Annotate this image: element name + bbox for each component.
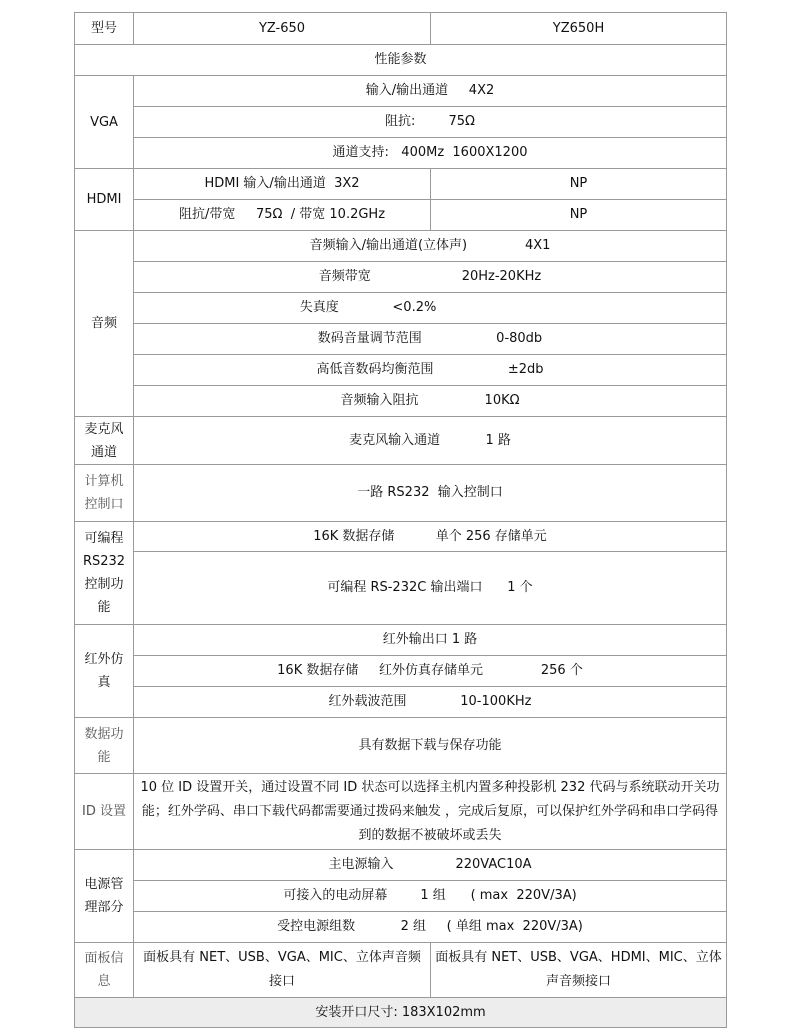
audio-eq-range: 高低音数码均衡范围 ±2db (134, 355, 727, 386)
power-row (75, 850, 727, 881)
data-func-row (75, 718, 727, 774)
ir-storage: 16K 数据存储 红外仿真存储单元 256 个 (134, 656, 727, 687)
rs232-row (75, 552, 727, 625)
power-label: 电源管 理部分 (75, 850, 134, 943)
power-screen: 可接入的电动屏幕 1 组 ( max 220V/3A) (134, 881, 727, 912)
power-row (75, 881, 727, 912)
model-b: YZ650H (431, 13, 727, 45)
computer-label: 计算机 控制口 (75, 465, 134, 522)
ir-output: 红外输出口 1 路 (134, 625, 727, 656)
power-main-input: 主电源输入 220VAC10A (134, 850, 727, 881)
mic-channels: 麦克风输入通道 1 路 (134, 417, 727, 465)
vga-support: 通道支持: 400Mz 1600X1200 (134, 138, 727, 169)
hdmi-channels-b: NP (431, 169, 727, 200)
audio-label: 音频 (75, 231, 134, 417)
rs232-label: 可编程 RS232 控制功 能 (75, 522, 134, 625)
rs232-row (75, 522, 727, 552)
vga-label: VGA (75, 76, 134, 169)
rs232-output-port: 可编程 RS-232C 输出端口 1 个 (134, 552, 727, 625)
install-row (75, 998, 727, 1028)
audio-row (75, 355, 727, 386)
id-setting-row (75, 774, 727, 850)
model-a: YZ-650 (134, 13, 431, 45)
data-func-description: 具有数据下载与保存功能 (134, 718, 727, 774)
hdmi-label: HDMI (75, 169, 134, 231)
vga-row (75, 138, 727, 169)
hdmi-row (75, 169, 727, 200)
panel-model-b: 面板具有 NET、USB、VGA、HDMI、MIC、立体声音频接口 (431, 943, 727, 998)
ir-row (75, 656, 727, 687)
mic-label: 麦克风 通道 (75, 417, 134, 465)
hdmi-channels: HDMI 输入/输出通道 3X2 (134, 169, 431, 200)
audio-row (75, 262, 727, 293)
vga-channels: 输入/输出通道 4X2 (134, 76, 727, 107)
ir-row (75, 625, 727, 656)
panel-row (75, 943, 727, 998)
hdmi-row (75, 200, 727, 231)
panel-model-a: 面板具有 NET、USB、VGA、MIC、立体声音频接口 (134, 943, 431, 998)
audio-channels: 音频输入/输出通道(立体声) 4X1 (134, 231, 727, 262)
vga-row (75, 107, 727, 138)
audio-row (75, 293, 727, 324)
audio-row (75, 386, 727, 417)
id-setting-description: 10 位 ID 设置开关，通过设置不同 ID 状态可以选择主机内置多种投影机 232 代码与系统联动开关功能；红外学码、串口下载代码都需要通过拨码来触发 ，完成后复原，可以保护红外学码和串口学码得到的数据不被破坏或丢失 (134, 774, 727, 850)
ir-label: 红外仿 真 (75, 625, 134, 718)
section-title: 性能参数 (75, 45, 727, 76)
hdmi-bandwidth-b: NP (431, 200, 727, 231)
data-func-label: 数据功 能 (75, 718, 134, 774)
ir-row (75, 687, 727, 718)
computer-row (75, 465, 727, 522)
audio-bandwidth: 音频带宽 20Hz-20KHz (134, 262, 727, 293)
audio-row (75, 231, 727, 262)
rs232-storage: 16K 数据存储 单个 256 存储单元 (134, 522, 727, 552)
audio-volume-range: 数码音量调节范围 0-80db (134, 324, 727, 355)
spec-table (74, 12, 727, 1028)
id-setting-label: ID 设置 (75, 774, 134, 850)
audio-distortion: 失真度 <0.2% (134, 293, 727, 324)
panel-label: 面板信 息 (75, 943, 134, 998)
audio-row (75, 324, 727, 355)
vga-impedance: 阻抗: 75Ω (134, 107, 727, 138)
section-title-row (75, 45, 727, 76)
power-row (75, 912, 727, 943)
hdmi-bandwidth: 阻抗/带宽 75Ω / 带宽 10.2GHz (134, 200, 431, 231)
model-label: 型号 (75, 13, 134, 45)
ir-carrier-range: 红外载波范围 10-100KHz (134, 687, 727, 718)
audio-input-impedance: 音频输入阻抗 10KΩ (134, 386, 727, 417)
model-row (75, 13, 727, 45)
mic-row (75, 417, 727, 465)
vga-row (75, 76, 727, 107)
install-size: 安装开口尺寸: 183X102mm (75, 998, 727, 1028)
power-groups: 受控电源组数 2 组 ( 单组 max 220V/3A) (134, 912, 727, 943)
computer-control-port: 一路 RS232 输入控制口 (134, 465, 727, 522)
